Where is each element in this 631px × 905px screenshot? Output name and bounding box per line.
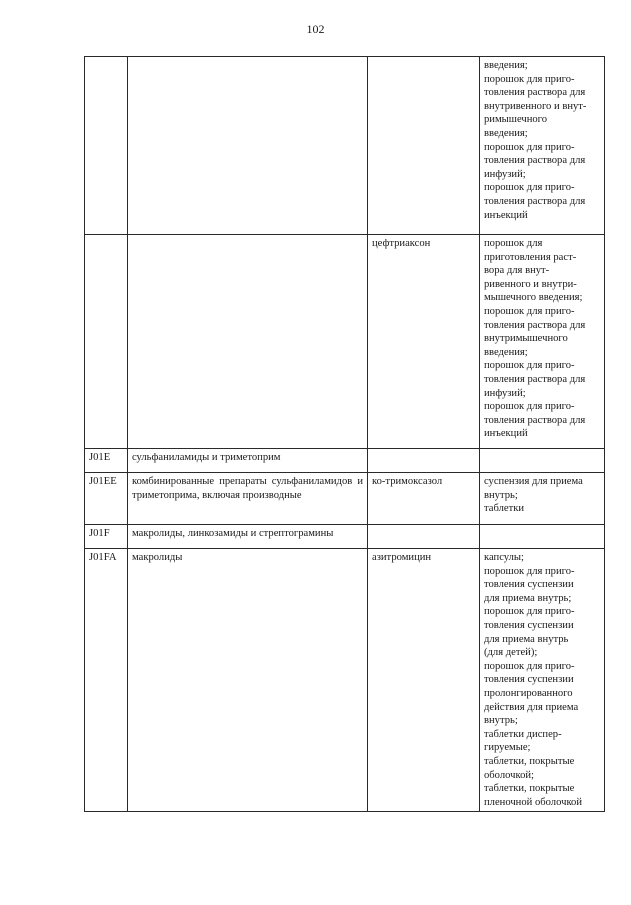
dosage-form-line: порошок для приго- [484,360,575,372]
dosage-form-line: товления суспензии [484,579,574,591]
dosage-form-line: таблетки [484,503,525,515]
table-row [85,57,605,235]
dosage-form-line: суспензия для приема [484,476,583,487]
dosage-form-line: для приема внутрь; [484,592,572,604]
dosage-form-line: инфузий; [484,387,526,399]
atc-code-cell: J01E [85,449,128,473]
dosage-form-line: пленочной оболочкой [484,796,583,808]
drug-table [84,56,605,812]
drug-group-cell: макролиды [128,549,368,812]
dosage-form-line: товления раствора для [484,87,586,99]
dosage-form-line: товления раствора для [484,195,586,207]
drug-group-cell: сульфаниламиды и триметоприм [128,449,368,473]
drug-name-cell [368,525,480,549]
dosage-form-line: инъекций [484,209,528,221]
dosage-form-line: таблетки диспер- [484,728,562,740]
dosage-form-line: введения; [484,127,528,139]
dosage-form-line: внутрь; [484,489,518,501]
dosage-form-line: порошок для приго- [484,305,575,317]
dosage-form-line: мышечного введения; [484,292,583,304]
dosage-form-line: порошок для приго- [484,565,575,577]
atc-code-cell [85,57,128,235]
dosage-form-line: таблетки, покрытые [484,755,575,767]
drug-group-cell [128,235,368,449]
dosage-forms-cell [480,57,605,235]
dosage-form-line: товления суспензии [484,619,574,631]
dosage-form-line: порошок для [484,238,543,249]
dosage-form-line: внутривенного и внут- [484,100,587,112]
table-row [85,449,605,473]
dosage-form-line: товления раствора для [484,155,586,167]
dosage-form-line: оболочкой; [484,769,534,781]
dosage-form-line: введения; [484,60,528,71]
dosage-form-line: товления раствора для [484,319,586,331]
dosage-form-line: римышечного [484,114,548,126]
atc-code-cell: J01FA [85,549,128,812]
dosage-forms-cell [480,549,605,812]
dosage-form-line: порошок для приго- [484,401,575,413]
drug-group-cell [128,57,368,235]
dosage-form-line: таблетки, покрытые [484,783,575,795]
dosage-form-line: введения; [484,346,528,358]
atc-code-cell [85,235,128,449]
dosage-form-line: инфузий; [484,168,526,180]
table-row [85,549,605,812]
dosage-forms-cell [480,235,605,449]
dosage-form-line: приготовления раст- [484,251,577,263]
table-row [85,235,605,449]
dosage-form-line: товления суспензии [484,674,574,686]
drug-name-cell [368,449,480,473]
dosage-form-line: пролонгированного [484,687,573,699]
dosage-form-line: товления раствора для [484,414,586,426]
dosage-forms-cell [480,473,605,525]
drug-name-cell [368,57,480,235]
dosage-form-line: товления раствора для [484,373,586,385]
drug-name-cell: азитромицин [368,549,480,812]
dosage-form-line: ривенного и внутри- [484,278,577,290]
dosage-form-line: вора для внут- [484,265,550,277]
drug-name-cell: цефтриаксон [368,235,480,449]
dosage-form-line: действия для приема [484,701,579,713]
drug-group-cell: комбинированные препараты сульфаниламидов и триметоприма, включая производные [128,473,368,525]
dosage-form-line: внутрь; [484,715,518,727]
dosage-form-line: порошок для приго- [484,73,575,85]
dosage-form-line: для приема внутрь [484,633,569,645]
dosage-form-line: капсулы; [484,552,524,563]
table-row [85,525,605,549]
dosage-forms-cell [480,525,605,549]
atc-code-cell: J01F [85,525,128,549]
page-number: 102 [306,22,325,36]
dosage-forms-cell [480,449,605,473]
dosage-form-line: внутримышечного [484,333,568,345]
dosage-form-line: (для детей); [484,647,538,659]
dosage-form-line: порошок для приго- [484,141,575,153]
dosage-form-line: инъекций [484,428,528,440]
dosage-form-line: гируемые; [484,742,531,754]
dosage-form-line: порошок для приго- [484,182,575,194]
table-row [85,473,605,525]
drug-name-cell: ко-тримоксазол [368,473,480,525]
dosage-form-line: порошок для приго- [484,660,575,672]
drug-group-cell: макролиды, линкозамиды и стрептограмины [128,525,368,549]
atc-code-cell: J01EE [85,473,128,525]
dosage-form-line: порошок для приго- [484,606,575,618]
